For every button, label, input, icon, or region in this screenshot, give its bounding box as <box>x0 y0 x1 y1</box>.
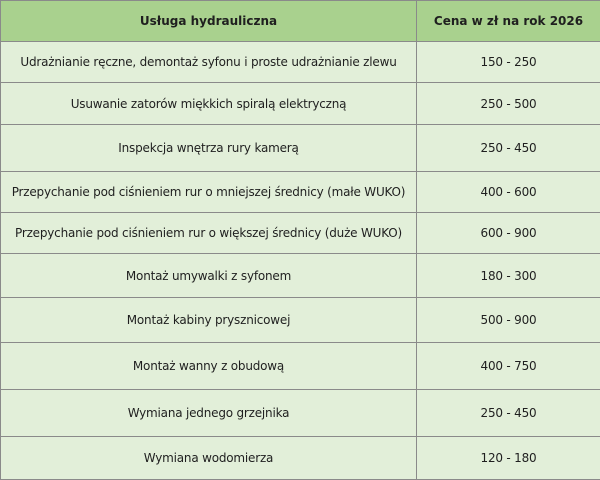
table-row <box>1 83 600 125</box>
price-cell: 180 - 300 <box>417 254 600 298</box>
table-row <box>1 125 600 172</box>
header-service: Usługa hydrauliczna <box>1 1 417 42</box>
service-cell: Montaż kabiny prysznicowej <box>1 298 417 343</box>
table-row <box>1 390 600 437</box>
price-cell: 150 - 250 <box>417 42 600 83</box>
table-row <box>1 437 600 480</box>
service-cell: Usuwanie zatorów miękkich spiralą elektryczną <box>1 83 417 125</box>
price-cell: 250 - 450 <box>417 125 600 172</box>
table-row <box>1 343 600 390</box>
table-row <box>1 298 600 343</box>
price-cell: 600 - 900 <box>417 213 600 254</box>
price-cell: 120 - 180 <box>417 437 600 480</box>
service-cell: Montaż wanny z obudową <box>1 343 417 390</box>
service-cell: Wymiana wodomierza <box>1 437 417 480</box>
service-cell: Udrażnianie ręczne, demontaż syfonu i proste udrażnianie zlewu <box>1 42 417 83</box>
service-cell: Montaż umywalki z syfonem <box>1 254 417 298</box>
price-cell: 400 - 600 <box>417 172 600 213</box>
service-cell: Wymiana jednego grzejnika <box>1 390 417 437</box>
service-cell: Inspekcja wnętrza rury kamerą <box>1 125 417 172</box>
table-row <box>1 172 600 213</box>
table-row <box>1 213 600 254</box>
price-cell: 400 - 750 <box>417 343 600 390</box>
header-price: Cena w zł na rok 2026 <box>417 1 600 42</box>
price-cell: 250 - 500 <box>417 83 600 125</box>
price-cell: 250 - 450 <box>417 390 600 437</box>
table-row <box>1 254 600 298</box>
service-cell: Przepychanie pod ciśnieniem rur o mniejszej średnicy (małe WUKO) <box>1 172 417 213</box>
service-cell: Przepychanie pod ciśnieniem rur o większej średnicy (duże WUKO) <box>1 213 417 254</box>
table-header-row <box>1 1 600 42</box>
table-row <box>1 42 600 83</box>
price-cell: 500 - 900 <box>417 298 600 343</box>
